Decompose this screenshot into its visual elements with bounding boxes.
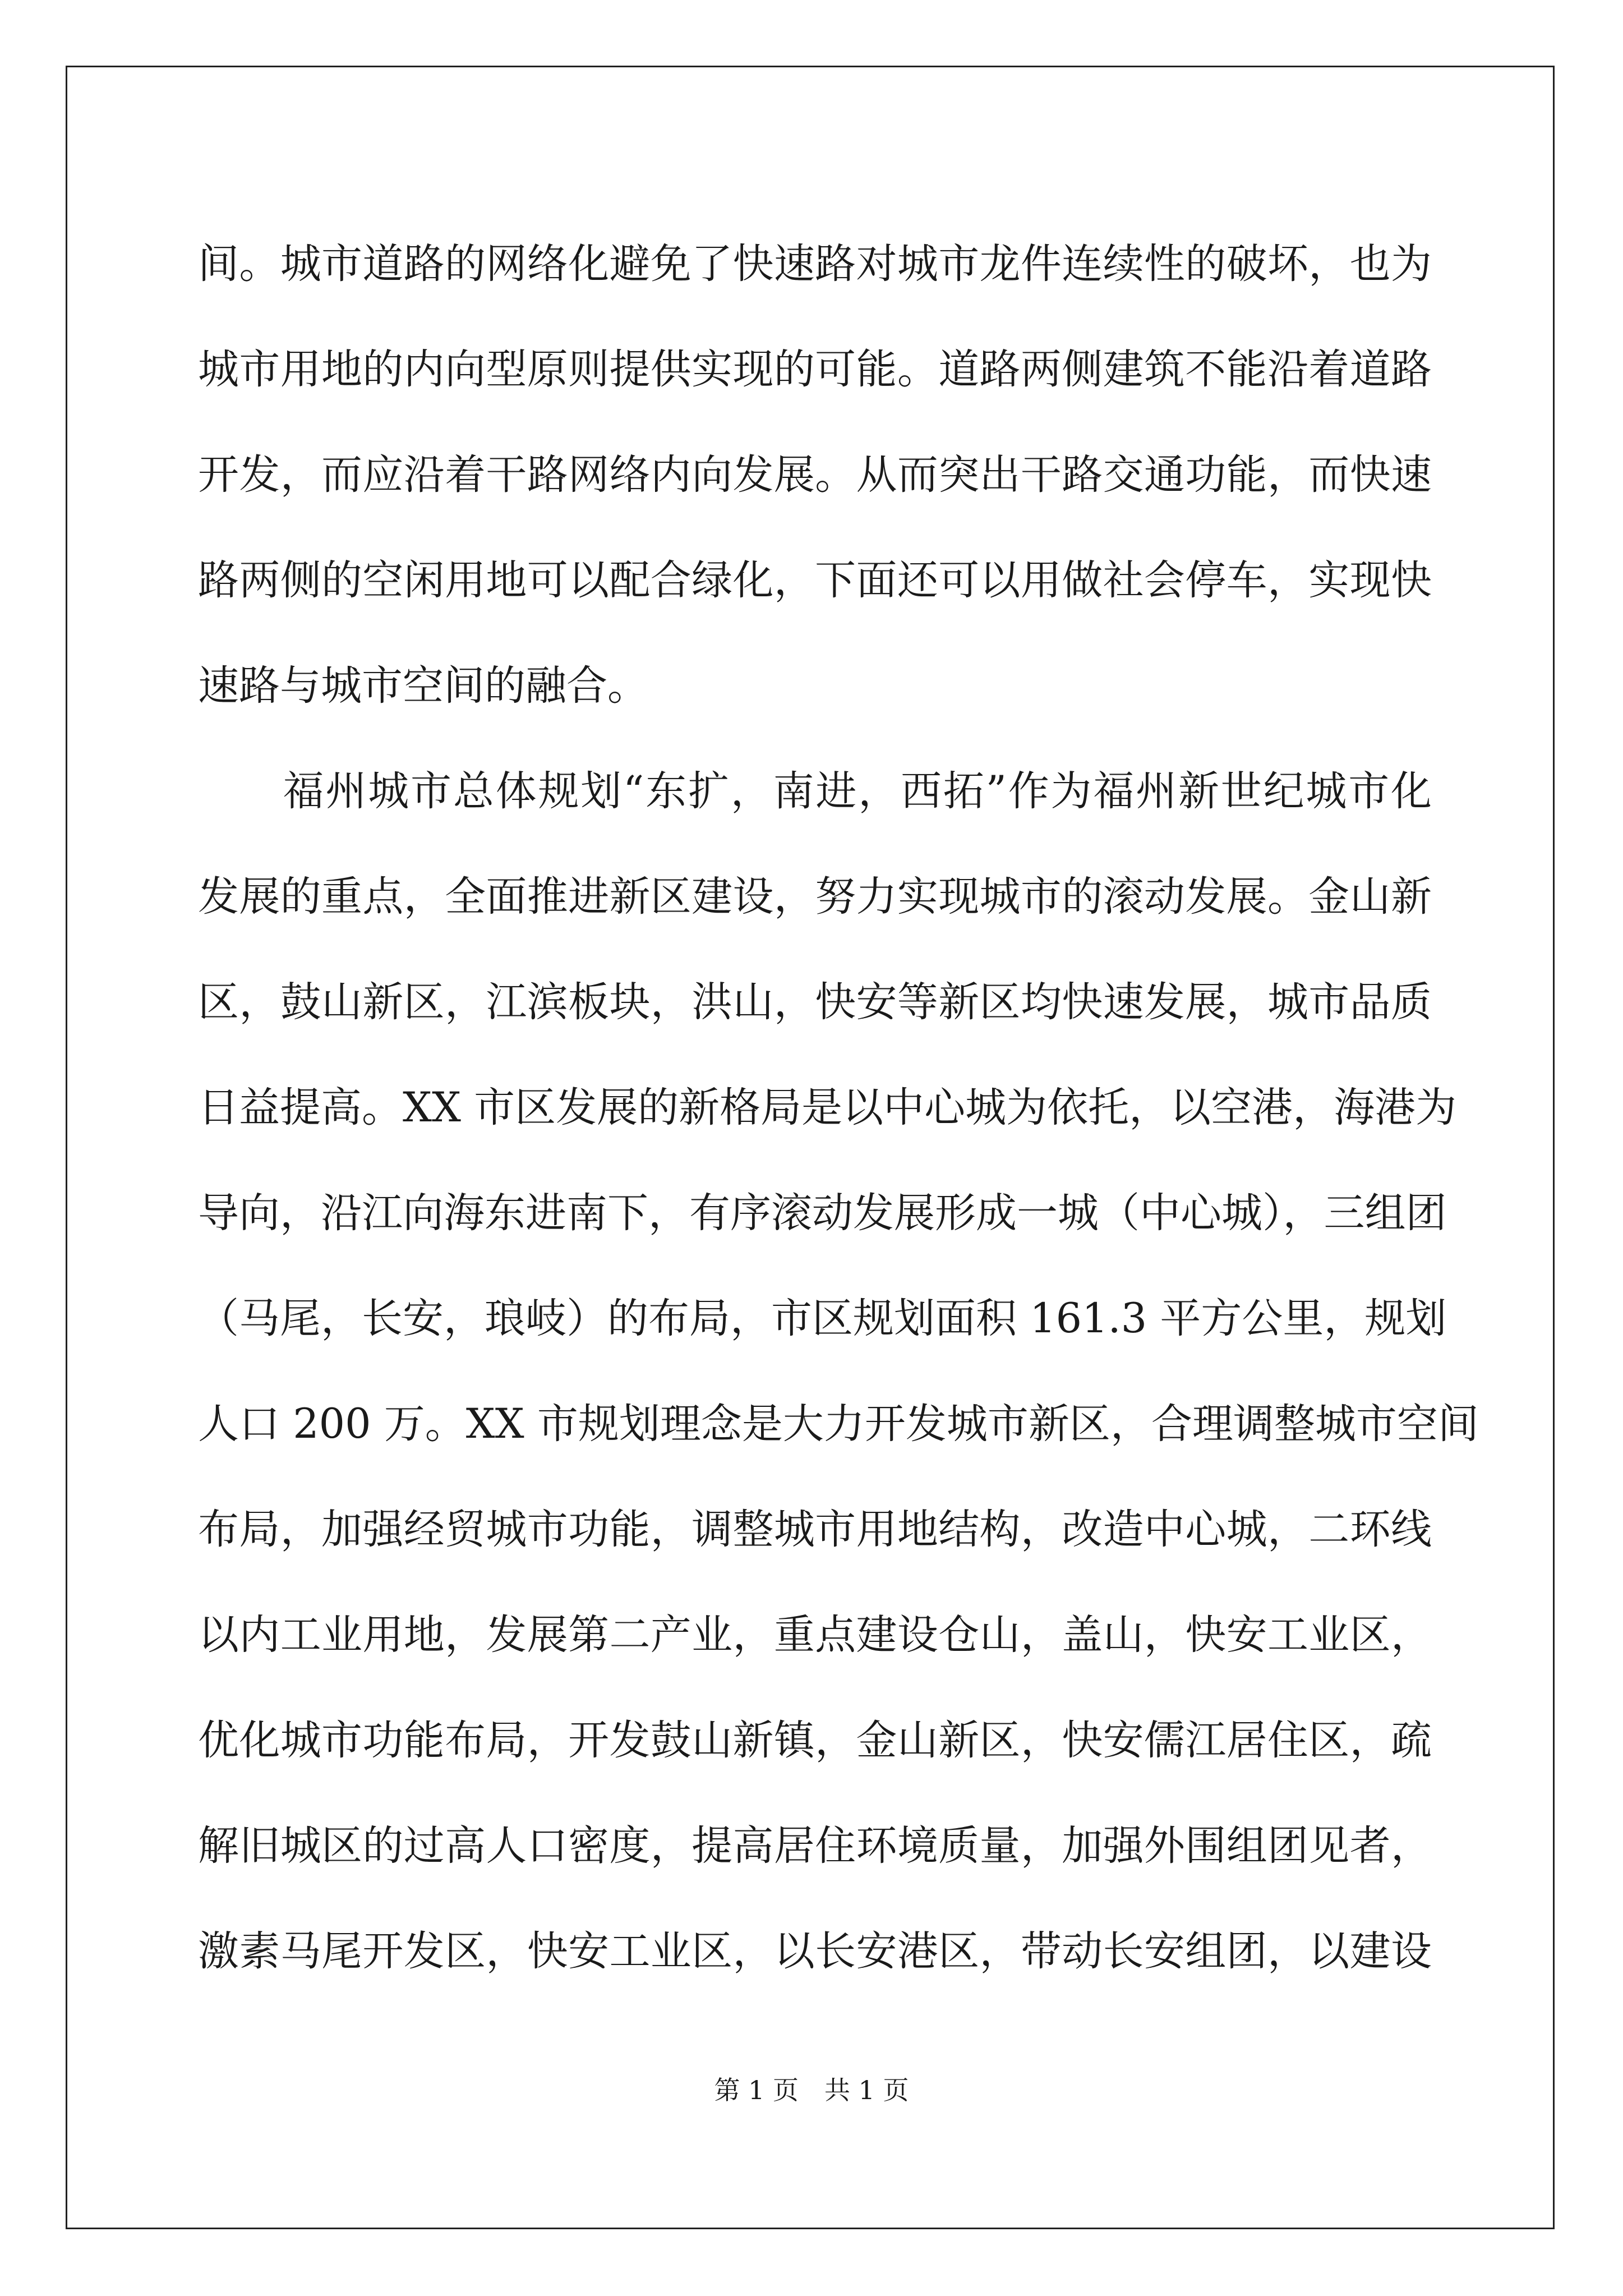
text-line: 城市用地的内向型原则提供实现的可能。道路两侧建筑不能沿着道路 [198, 346, 1432, 393]
text-line: 速路与城市空间的融合。 [198, 662, 648, 710]
page-number: 第 1 页 [714, 2075, 799, 2105]
document-body [198, 211, 1479, 2004]
text-line: 以内工业用地，发展第二产业，重点建设仓山，盖山，快安工业区， [198, 1611, 1432, 1659]
text-line: 日益提高。XX 市区发展的新格局是以中心城为依托，以空港，海港为 [198, 1084, 1457, 1131]
text-line: （马尾，长安，琅岐）的布局，市区规划面积 161.3 平方公里，规划 [198, 1295, 1447, 1342]
paragraph-1 [198, 211, 1432, 739]
text-line: 路两侧的空闲用地可以配合绿化，下面还可以用做社会停车，实现快 [198, 556, 1432, 604]
text-line: 发展的重点，全面推进新区建设，努力实现城市的滚动发展。金山新 [198, 873, 1432, 921]
paragraph-2 [198, 739, 1479, 2004]
text-line: 开发，而应沿着干路网络内向发展。从而突出干路交通功能，而快速 [198, 451, 1432, 499]
page-footer [0, 2070, 1623, 2107]
text-line: 解旧城区的过高人口密度，提高居住环境质量，加强外围组团见者， [198, 1822, 1432, 1870]
page-total: 共 1 页 [824, 2075, 909, 2105]
text-line: 区，鼓山新区，江滨板块，洪山，快安等新区均快速发展，城市品质 [198, 978, 1432, 1026]
text-line: 优化城市功能布局，开发鼓山新镇，金山新区，快安儒江居住区，疏 [198, 1717, 1432, 1764]
text-line: 福州城市总体规划“东扩，南进，西拓”作为福州新世纪城市化 [198, 767, 1432, 815]
text-line: 导向，沿江向海东进南下，有序滚动发展形成一城（中心城），三组团 [198, 1189, 1447, 1237]
text-line: 人口 200 万。XX 市规划理念是大力开发城市新区，合理调整城市空间 [198, 1400, 1479, 1448]
text-line: 间。城市道路的网络化避免了快速路对城市龙件连续性的破坏，也为 [198, 240, 1432, 288]
text-line: 激素马尾开发区，快安工业区，以长安港区，带动长安组团，以建设 [198, 1927, 1432, 1975]
text-line: 布局，加强经贸城市功能，调整城市用地结构，改造中心城，二环线 [198, 1506, 1432, 1553]
